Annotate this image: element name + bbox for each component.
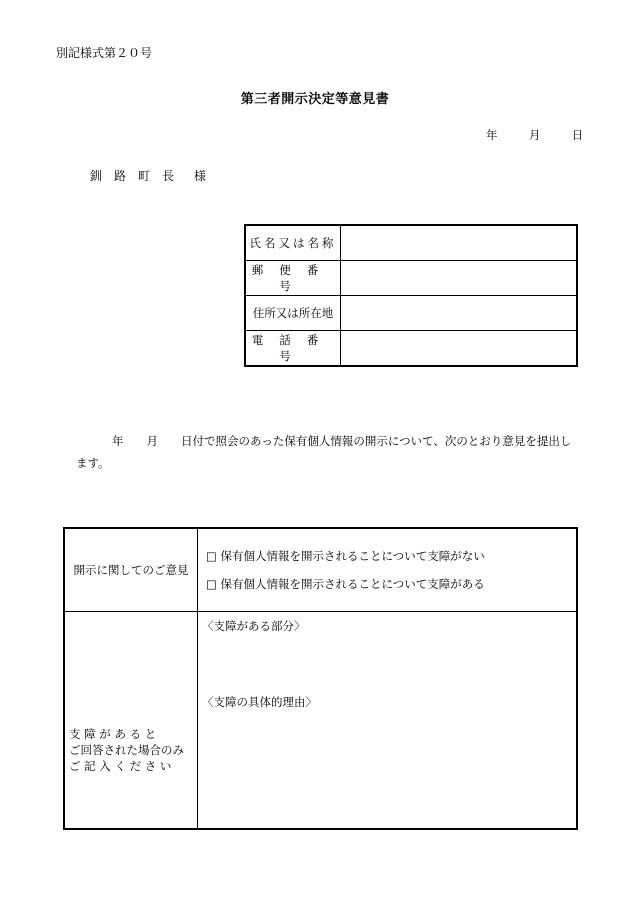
- addressee-honorific: 様: [194, 169, 207, 183]
- body-line-1: 年 月 日付で照会のあった保有個人情報の開示について、次のとおり意見を提出し: [112, 434, 572, 448]
- addressee-name: 釧路町長: [90, 169, 187, 183]
- detail-field[interactable]: [198, 612, 578, 830]
- address-row: [245, 296, 577, 331]
- submitter-info-table: [244, 224, 578, 367]
- detail-label: [64, 612, 198, 830]
- name-row: [245, 225, 577, 261]
- body-line-2: ます。: [76, 456, 110, 470]
- opinion-options: [198, 528, 578, 612]
- form-number: 別記様式第２０号: [56, 46, 153, 60]
- detail-label-line-3: ご 記 入 く だ さ い: [69, 759, 172, 773]
- name-label: 氏名又は名称: [245, 225, 341, 261]
- date-month: 月: [528, 128, 541, 142]
- postal-field[interactable]: [341, 261, 578, 296]
- phone-row: [245, 331, 577, 367]
- phone-label: 電話番号: [245, 331, 341, 367]
- date-year: 年: [486, 128, 498, 142]
- address-label: 住所又は所在地: [245, 296, 341, 331]
- detail-row: [64, 612, 577, 830]
- document-title: 第三者開示決定等意見書: [240, 92, 390, 107]
- opinion-label: 開示に関してのご意見: [64, 528, 198, 612]
- reason-heading: 〈支障の具体的理由〉: [202, 695, 317, 709]
- postal-label: 郵便番号: [245, 261, 341, 296]
- phone-field[interactable]: [341, 331, 578, 367]
- date-day: 日: [571, 128, 584, 142]
- address-field[interactable]: [341, 296, 578, 331]
- date-line: [486, 127, 583, 143]
- option-no-issue-checkbox[interactable]: □ 保有個人情報を開示されることについて支障がない: [206, 549, 485, 563]
- part-heading: 〈支障がある部分〉: [202, 619, 306, 633]
- opinion-row: [64, 528, 577, 612]
- option-issue-checkbox[interactable]: □ 保有個人情報を開示されることについて支障がある: [206, 577, 485, 591]
- detail-label-line-2: ご回答された場合のみ: [69, 743, 184, 757]
- name-field[interactable]: [341, 225, 578, 261]
- detail-label-line-1: 支 障 が あ る と: [69, 727, 157, 741]
- opinion-table: [63, 527, 578, 830]
- postal-row: [245, 261, 577, 296]
- addressee: [90, 167, 206, 184]
